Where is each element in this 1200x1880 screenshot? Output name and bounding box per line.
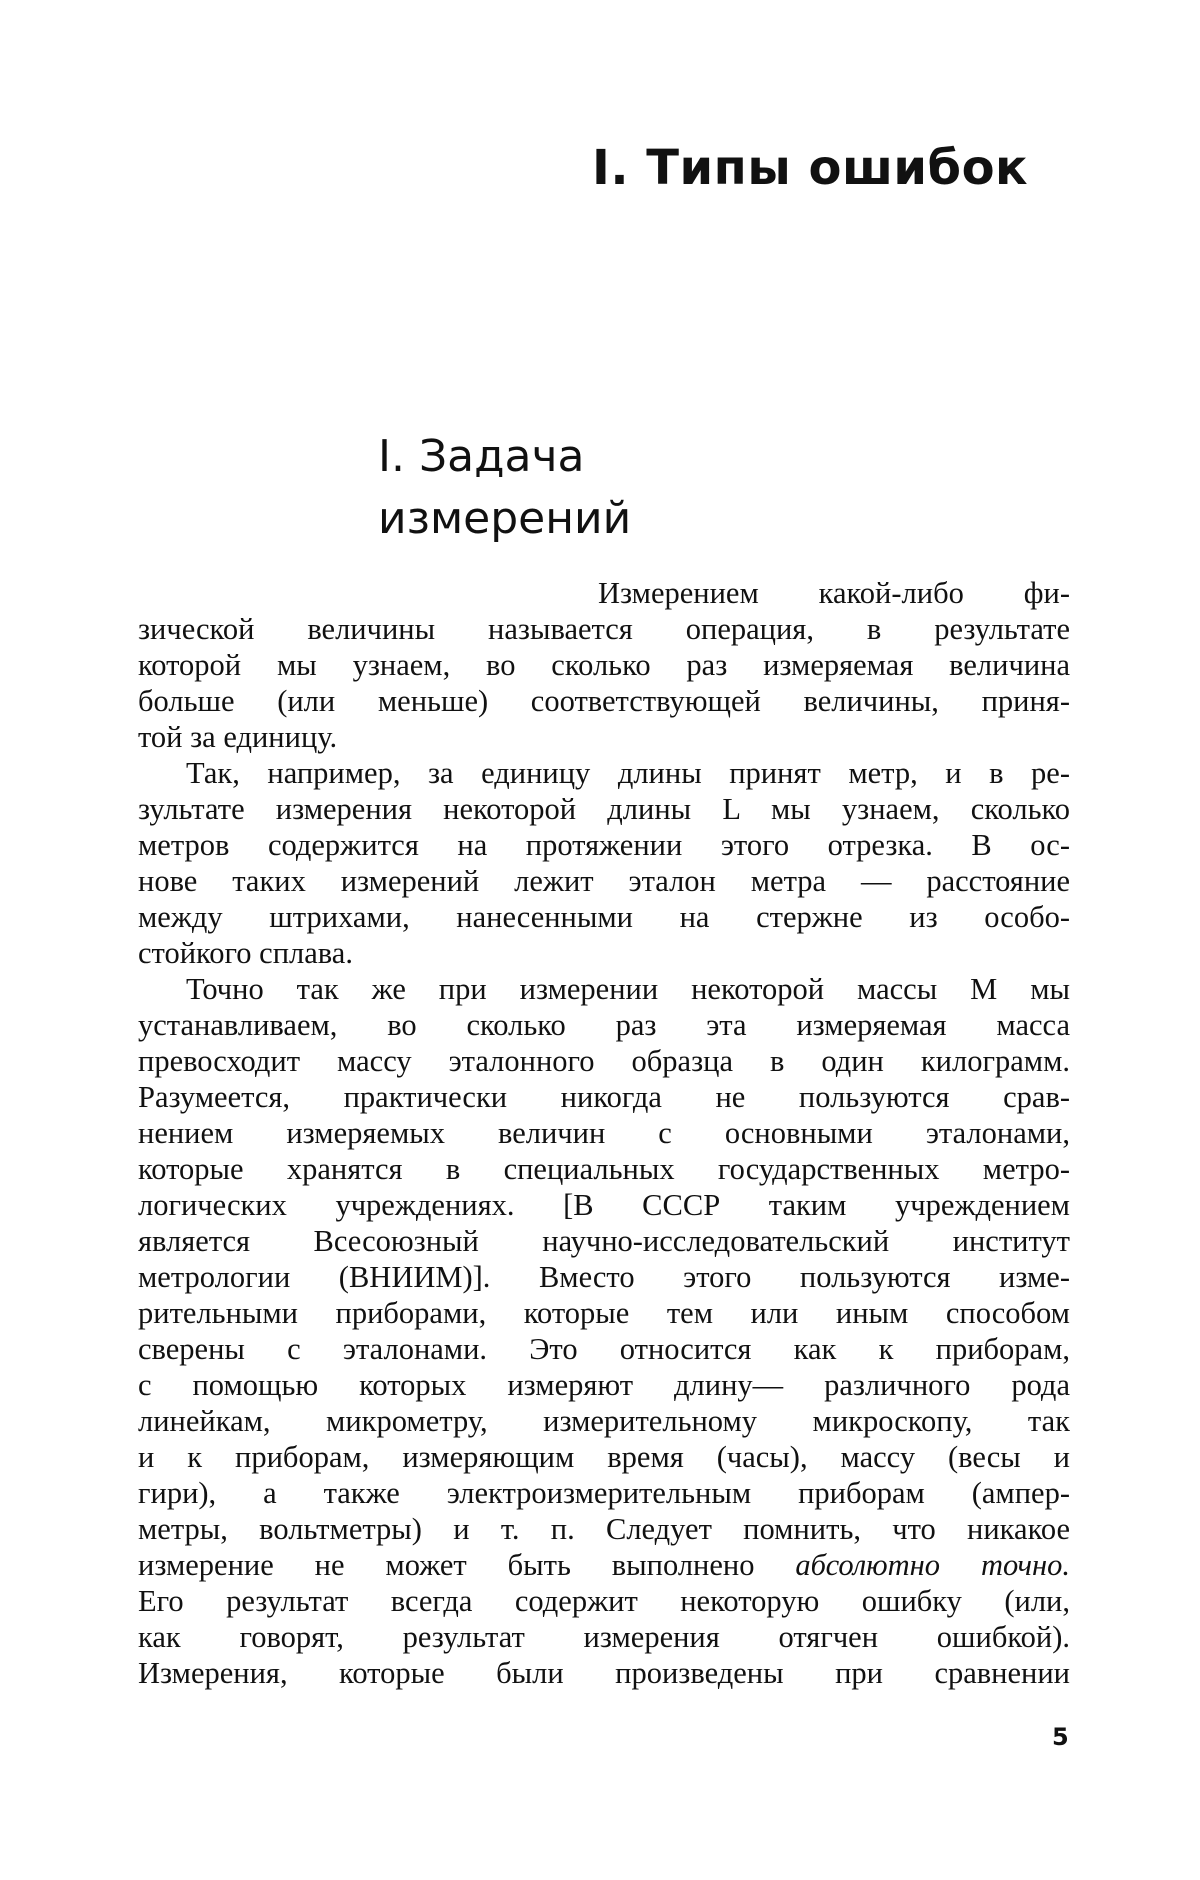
emphasis-text: абсолютно точно. bbox=[795, 1548, 1070, 1582]
paragraph-1 bbox=[138, 575, 1070, 755]
text-line: нове таких измерений лежит эталон метра — расстояние bbox=[138, 864, 1070, 898]
text-line: является Всесоюзный научно-исследовательский институт bbox=[138, 1224, 1070, 1258]
text-line: рительными приборами, которые тем или иным способом bbox=[138, 1296, 1070, 1330]
section-title-line-2: измерений bbox=[378, 493, 632, 544]
text-line: больше (или меньше) соответствующей величины, приня- bbox=[138, 684, 1070, 718]
text-line: которые хранятся в специальных государственных метро- bbox=[138, 1152, 1070, 1186]
text-line-with-emphasis bbox=[138, 1547, 1070, 1583]
text-line: Его результат всегда содержит некоторую ошибку (или, bbox=[138, 1584, 1070, 1618]
text-line: зической величины называется операция, в результате bbox=[138, 612, 1070, 646]
text-line: зультате измерения некоторой длины L мы узнаем, сколько bbox=[138, 792, 1070, 826]
text-line: Разумеется, практически никогда не пользуются срав- bbox=[138, 1080, 1070, 1114]
section-title bbox=[378, 426, 738, 550]
text-line: с помощью которых измеряют длину— различного рода bbox=[138, 1368, 1070, 1402]
text-line: и к приборам, измеряющим время (часы), массу (весы и bbox=[138, 1440, 1070, 1474]
text-line: которой мы узнаем, во сколько раз измеряемая величина bbox=[138, 648, 1070, 682]
text-line: Так, например, за единицу длины принят метр, и в ре- bbox=[186, 756, 1070, 790]
text-line: Измерения, которые были произведены при сравнении bbox=[138, 1656, 1070, 1690]
text-line: нением измеряемых величин с основными эталонами, bbox=[138, 1116, 1070, 1150]
text-line: логических учреждениях. [В СССР таким учреждением bbox=[138, 1188, 1070, 1222]
text-line: сверены с эталонами. Это относится как к приборам, bbox=[138, 1332, 1070, 1366]
text-line: как говорят, результат измерения отягчен ошибкой). bbox=[138, 1620, 1070, 1654]
paragraph-3 bbox=[138, 971, 1070, 1691]
text-line: Точно так же при измерении некоторой массы M мы bbox=[186, 972, 1070, 1006]
text-line: Измерением какой-либо фи- bbox=[598, 576, 1070, 610]
text-line: устанавливаем, во сколько раз эта измеряемая масса bbox=[138, 1008, 1070, 1042]
text-line: метров содержится на протяжении этого отрезка. В ос- bbox=[138, 828, 1070, 862]
text-line: той за единицу. bbox=[138, 720, 338, 754]
text-line: стойкого сплава. bbox=[138, 936, 353, 970]
chapter-title: I. Типы ошибок bbox=[592, 140, 1029, 196]
text-line: гири), а также электроизмерительным приборам (ампер- bbox=[138, 1476, 1070, 1510]
text-line: метрологии (ВНИИМ)]. Вместо этого пользуются изме- bbox=[138, 1260, 1070, 1294]
page-number: 5 bbox=[1052, 1723, 1069, 1751]
text-line: линейкам, микрометру, измерительному микроскопу, так bbox=[138, 1404, 1070, 1438]
text-line: превосходит массу эталонного образца в один килограмм. bbox=[138, 1044, 1070, 1078]
paragraph-2 bbox=[138, 755, 1070, 971]
text-run: измерение не может быть выполнено bbox=[138, 1548, 796, 1582]
text-line: метры, вольтметры) и т. п. Следует помнить, что никакое bbox=[138, 1512, 1070, 1546]
section-title-line-1: I. Задача bbox=[378, 431, 585, 482]
text-line: между штрихами, нанесенными на стержне из особо- bbox=[138, 900, 1070, 934]
